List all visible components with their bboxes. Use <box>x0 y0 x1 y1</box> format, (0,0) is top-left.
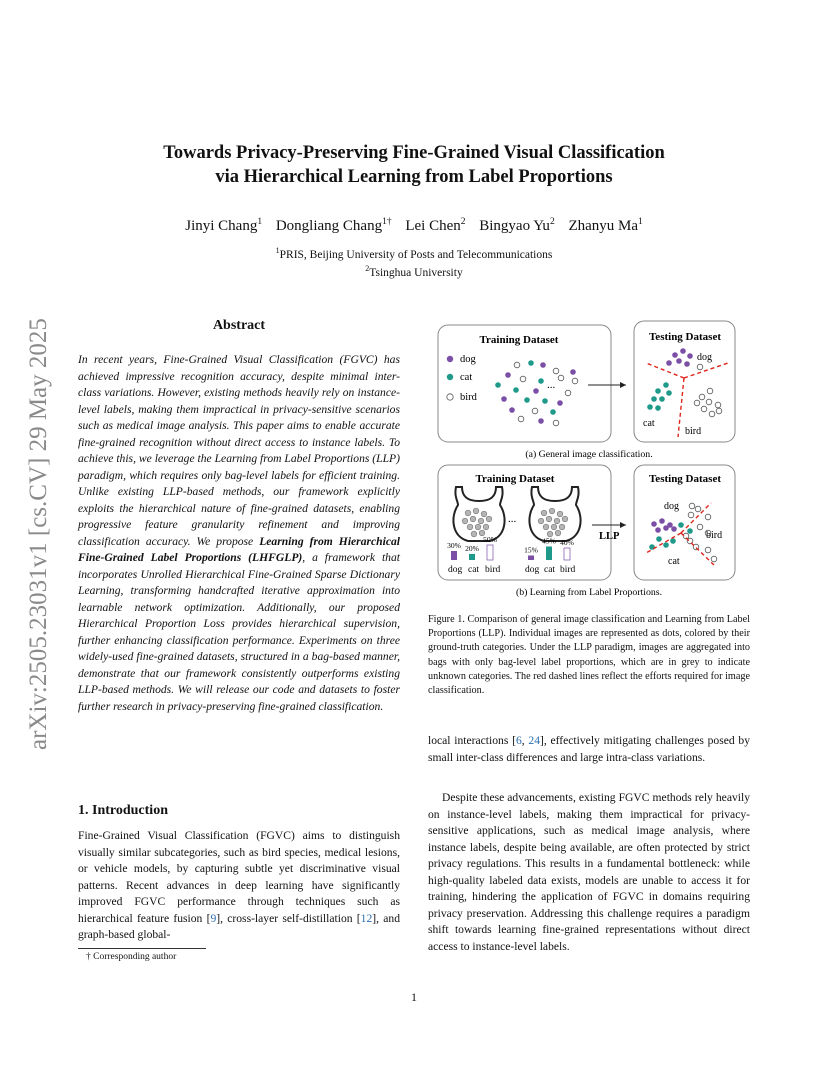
sample-dot <box>678 522 684 528</box>
citation-link[interactable]: 6 <box>515 734 522 747</box>
sample-dot <box>706 399 712 405</box>
method-name: Learning from Hierarchical Fine-Grained Label Proportions (LHFGLP) <box>78 534 400 564</box>
sample-dot <box>557 511 563 517</box>
proportion-label: 45% <box>542 536 556 546</box>
sample-dot <box>651 521 657 527</box>
sample-dot <box>478 518 484 524</box>
sample-dot <box>509 407 515 413</box>
sample-dot <box>707 388 713 394</box>
sample-dot <box>462 518 468 524</box>
panel-b-caption: (b) Learning from Label Proportions. <box>515 587 663 598</box>
panel-a-test-title: Testing Dataset <box>648 331 722 343</box>
llp-label: LLP <box>599 531 620 542</box>
ellipsis: ... <box>508 513 517 525</box>
sample-dot <box>672 352 678 358</box>
proportion-label: 50% <box>483 535 497 544</box>
sample-dot <box>659 396 665 402</box>
citation-link[interactable]: 24 <box>528 734 540 747</box>
page-number: 1 <box>411 990 417 1004</box>
sample-dot <box>694 400 700 406</box>
sample-dot <box>697 524 703 530</box>
panel-a-caption: (a) General image classification. <box>525 449 653 460</box>
sample-dot <box>663 382 669 388</box>
panel-b-test-title: Testing Dataset <box>648 473 722 485</box>
right-paragraph-1: local interactions [6, 24], effectively mitigating challenges posed by small inter-class differences and large intra-class variations. <box>428 734 750 764</box>
sample-dot <box>558 375 564 381</box>
sample-dot <box>543 524 549 530</box>
sample-dot <box>655 527 661 533</box>
author: Dongliang Chang$^{1\dagger}$ <box>275 217 392 234</box>
sample-dot <box>680 348 686 354</box>
sample-dot <box>514 362 520 368</box>
affiliation-2: $^2$Tsinghua University <box>365 264 463 279</box>
bag-2-cat: cat <box>544 565 556 575</box>
sample-dot <box>550 409 556 415</box>
sample-dot <box>555 530 561 536</box>
sample-dot <box>647 404 653 410</box>
sample-dot <box>709 411 715 417</box>
paper-title <box>0 141 828 189</box>
sample-dot <box>663 542 669 548</box>
sample-dot <box>518 416 524 422</box>
figure-caption: Figure 1. Comparison of general image classification and Learning from Label Proportions (LLP). Individual images are represented as dots, colored by their ground-truth categories. Under the LLP paradigm, images are aggregated into bags with only bag-level label proportions, which are in grey to indicate unknown categories. The red dashed lines reflect the efforts required for image classification. <box>428 614 750 697</box>
bag-2-bird: bird <box>560 565 576 575</box>
sample-dot <box>481 511 487 517</box>
sample-dot <box>666 360 672 366</box>
sample-dot <box>705 547 711 553</box>
bag-2-dog: dog <box>525 565 540 575</box>
sample-dot <box>540 362 546 368</box>
proportion-label: 20% <box>465 544 479 553</box>
sample-dot <box>520 376 526 382</box>
footnote: † Corresponding author <box>86 952 177 962</box>
sample-dot <box>687 353 693 359</box>
sample-dot <box>467 524 473 530</box>
sample-dot <box>483 524 489 530</box>
proportion-label: 30% <box>447 541 461 550</box>
proportion-label: 15% <box>524 545 538 555</box>
legend-dog-label: dog <box>460 354 476 365</box>
affiliation-1: $^1$PRIS, Beijing University of Posts and Telecommunications <box>275 246 553 261</box>
author: Zhanyu Ma$^1$ <box>568 217 643 234</box>
sample-dot <box>705 514 711 520</box>
sample-dot <box>699 394 705 400</box>
test-label-dog: dog <box>664 501 679 512</box>
ellipsis: ... <box>547 379 556 391</box>
test-label-bird: bird <box>685 426 702 437</box>
author: Bingyao Yu$^2$ <box>479 217 555 234</box>
sample-dot <box>553 368 559 374</box>
arxiv-identifier <box>8 230 64 760</box>
sample-dot <box>557 400 563 406</box>
title-line-1: Towards Privacy-Preserving Fine-Grained Visual Classification <box>163 143 665 163</box>
sample-dot <box>551 524 557 530</box>
test-label-bird: bird <box>706 530 723 541</box>
sample-dot <box>697 364 703 370</box>
arxiv-identifier-text: arXiv:2505.23031v1 [cs.CV] 29 May 2025 <box>25 318 52 750</box>
proportion-bar <box>451 551 457 560</box>
sample-dot <box>495 382 501 388</box>
sample-dot <box>684 361 690 367</box>
bag-1-cat: cat <box>468 565 480 575</box>
author: Lei Chen$^2$ <box>405 217 466 234</box>
citation-link[interactable]: 9 <box>210 911 217 925</box>
sample-dot <box>687 528 693 534</box>
sample-dot <box>676 358 682 364</box>
proportion-bar <box>546 547 552 561</box>
legend-bird-dot <box>447 394 453 400</box>
author: Jinyi Chang$^1$ <box>185 217 263 234</box>
sample-dot <box>689 503 695 509</box>
sample-dot <box>538 378 544 384</box>
sample-dot <box>570 369 576 375</box>
sample-dot <box>542 398 548 404</box>
test-label-cat: cat <box>668 556 680 567</box>
citation-link[interactable]: 12 <box>360 911 373 925</box>
right-paragraph-2: Despite these advancements, existing FGVC methods rely heavily on instance-level labels, making them impractical for privacy-sensitive applications, such as medical image analysis, where instance labels, despite being available, are often protected by strict privacy regulations. This results in a fundamental bottleneck: while high-quality labeled data exists, models are unable to access it for training, hindering the application of FGVC in domains requiring privacy preservation. Addressing this challenge requires a paradigm shift towards learning fine-grained representations without direct access to instance-level labels. <box>428 791 750 953</box>
author-list <box>0 217 828 235</box>
test-label-dog: dog <box>697 352 712 363</box>
sample-dot <box>663 525 669 531</box>
sample-dot <box>695 506 701 512</box>
sample-dot <box>524 397 530 403</box>
panel-a-train-title: Training Dataset <box>479 334 559 346</box>
proportion-bar <box>564 548 570 560</box>
sample-dot <box>554 518 560 524</box>
legend-cat-label: cat <box>460 372 473 383</box>
sample-dot <box>549 508 555 514</box>
footnote-divider <box>78 948 206 949</box>
sample-dot <box>533 388 539 394</box>
sample-dot <box>470 516 476 522</box>
proportion-bar <box>469 554 475 560</box>
sample-dot <box>656 536 662 542</box>
figure-1 <box>428 315 750 605</box>
training-samples <box>495 360 578 426</box>
proportion-bar <box>528 556 534 561</box>
sample-dot <box>505 372 511 378</box>
abstract-heading: Abstract <box>212 318 266 333</box>
sample-dot <box>465 510 471 516</box>
sample-dot <box>471 531 477 537</box>
proportion-label: 40% <box>560 538 574 547</box>
sample-dot <box>486 516 492 522</box>
legend-cat-dot <box>447 374 453 380</box>
sample-dot <box>565 390 571 396</box>
bag-1-bird: bird <box>485 565 501 575</box>
sample-dot <box>711 556 717 562</box>
sample-dot <box>473 508 479 514</box>
sample-dot <box>655 388 661 394</box>
sample-dot <box>546 516 552 522</box>
sample-dot <box>562 516 568 522</box>
legend-dog-dot <box>447 356 453 362</box>
sample-dot <box>666 390 672 396</box>
abstract-body: In recent years, Fine-Grained Visual Classification (FGVC) has achieved impressive recognition accuracy, despite minimal inter-class variations. However, existing methods heavily rely on instance-level labels, making them impractical in privacy-sensitive scenarios such as medical image analysis. This paper aims to enable accurate fine-grained recognition without direct access to instance labels. To achieve this, we leverage the Learning from Label Proportions (LLP) paradigm, which requires only bag-level labels for efficient training. Unlike existing LLP-based methods, our framework explicitly exploits the hierarchical nature of fine-grained datasets, enabling progressive feature granularity refinement and improving classification accuracy. We propose Learning from Hierarchical Fine-Grained Label Proportions (LHFGLP), a framework that incorporates Unrolled Hierarchical Fine-Grained Sparse Dictionary Learning, transforming handcrafted iterative approximation into learnable network optimization. Additionally, our proposed Hierarchical Proportion Loss provides hierarchical supervision, further enhancing classification performance. Experiments on three widely-used fine-grained datasets, structured in a bag-based manner, demonstrate that our framework consistently outperforms existing LLP-based methods. We will release our code and datasets to foster further research in privacy-preserving fine-grained classification. <box>78 353 400 713</box>
bag-proportion-bars <box>447 535 574 560</box>
panel-b-train-title: Training Dataset <box>475 473 555 485</box>
sample-dot <box>715 402 721 408</box>
sample-dot <box>688 512 694 518</box>
sample-dot <box>671 526 677 532</box>
sample-dot <box>538 418 544 424</box>
sample-dot <box>701 406 707 412</box>
bag-1-dog: dog <box>448 565 463 575</box>
intro-paragraph: Fine-Grained Visual Classification (FGVC) aims to distinguish visually similar subcategories, such as bird species, medical lesions, or vehicle models, by capturing subtle yet discriminative visual patterns. Recent advances in deep learning have significantly improved FGVC performance through techniques such as hierarchical feature fusion [9], cross-layer self-distillation [12], and graph-based global- <box>78 829 400 941</box>
sample-dot <box>532 408 538 414</box>
sample-dot <box>670 538 676 544</box>
sample-dot <box>538 518 544 524</box>
sample-dot <box>716 408 722 414</box>
sample-dot <box>572 378 578 384</box>
proportion-bar <box>487 545 493 560</box>
sample-dot <box>651 396 657 402</box>
title-line-2: via Hierarchical Learning from Label Proportions <box>215 167 613 187</box>
sample-dot <box>501 396 507 402</box>
legend-bird-label: bird <box>460 392 477 403</box>
sample-dot <box>553 420 559 426</box>
section-heading-introduction: 1. Introduction <box>78 803 168 818</box>
decision-boundary <box>646 503 715 566</box>
sample-dot <box>655 405 661 411</box>
sample-dot <box>475 524 481 530</box>
sample-dot <box>559 524 565 530</box>
sample-dot <box>659 518 665 524</box>
sample-dot <box>528 360 534 366</box>
sample-dot <box>513 387 519 393</box>
sample-dot <box>541 510 547 516</box>
test-label-cat: cat <box>643 418 655 429</box>
